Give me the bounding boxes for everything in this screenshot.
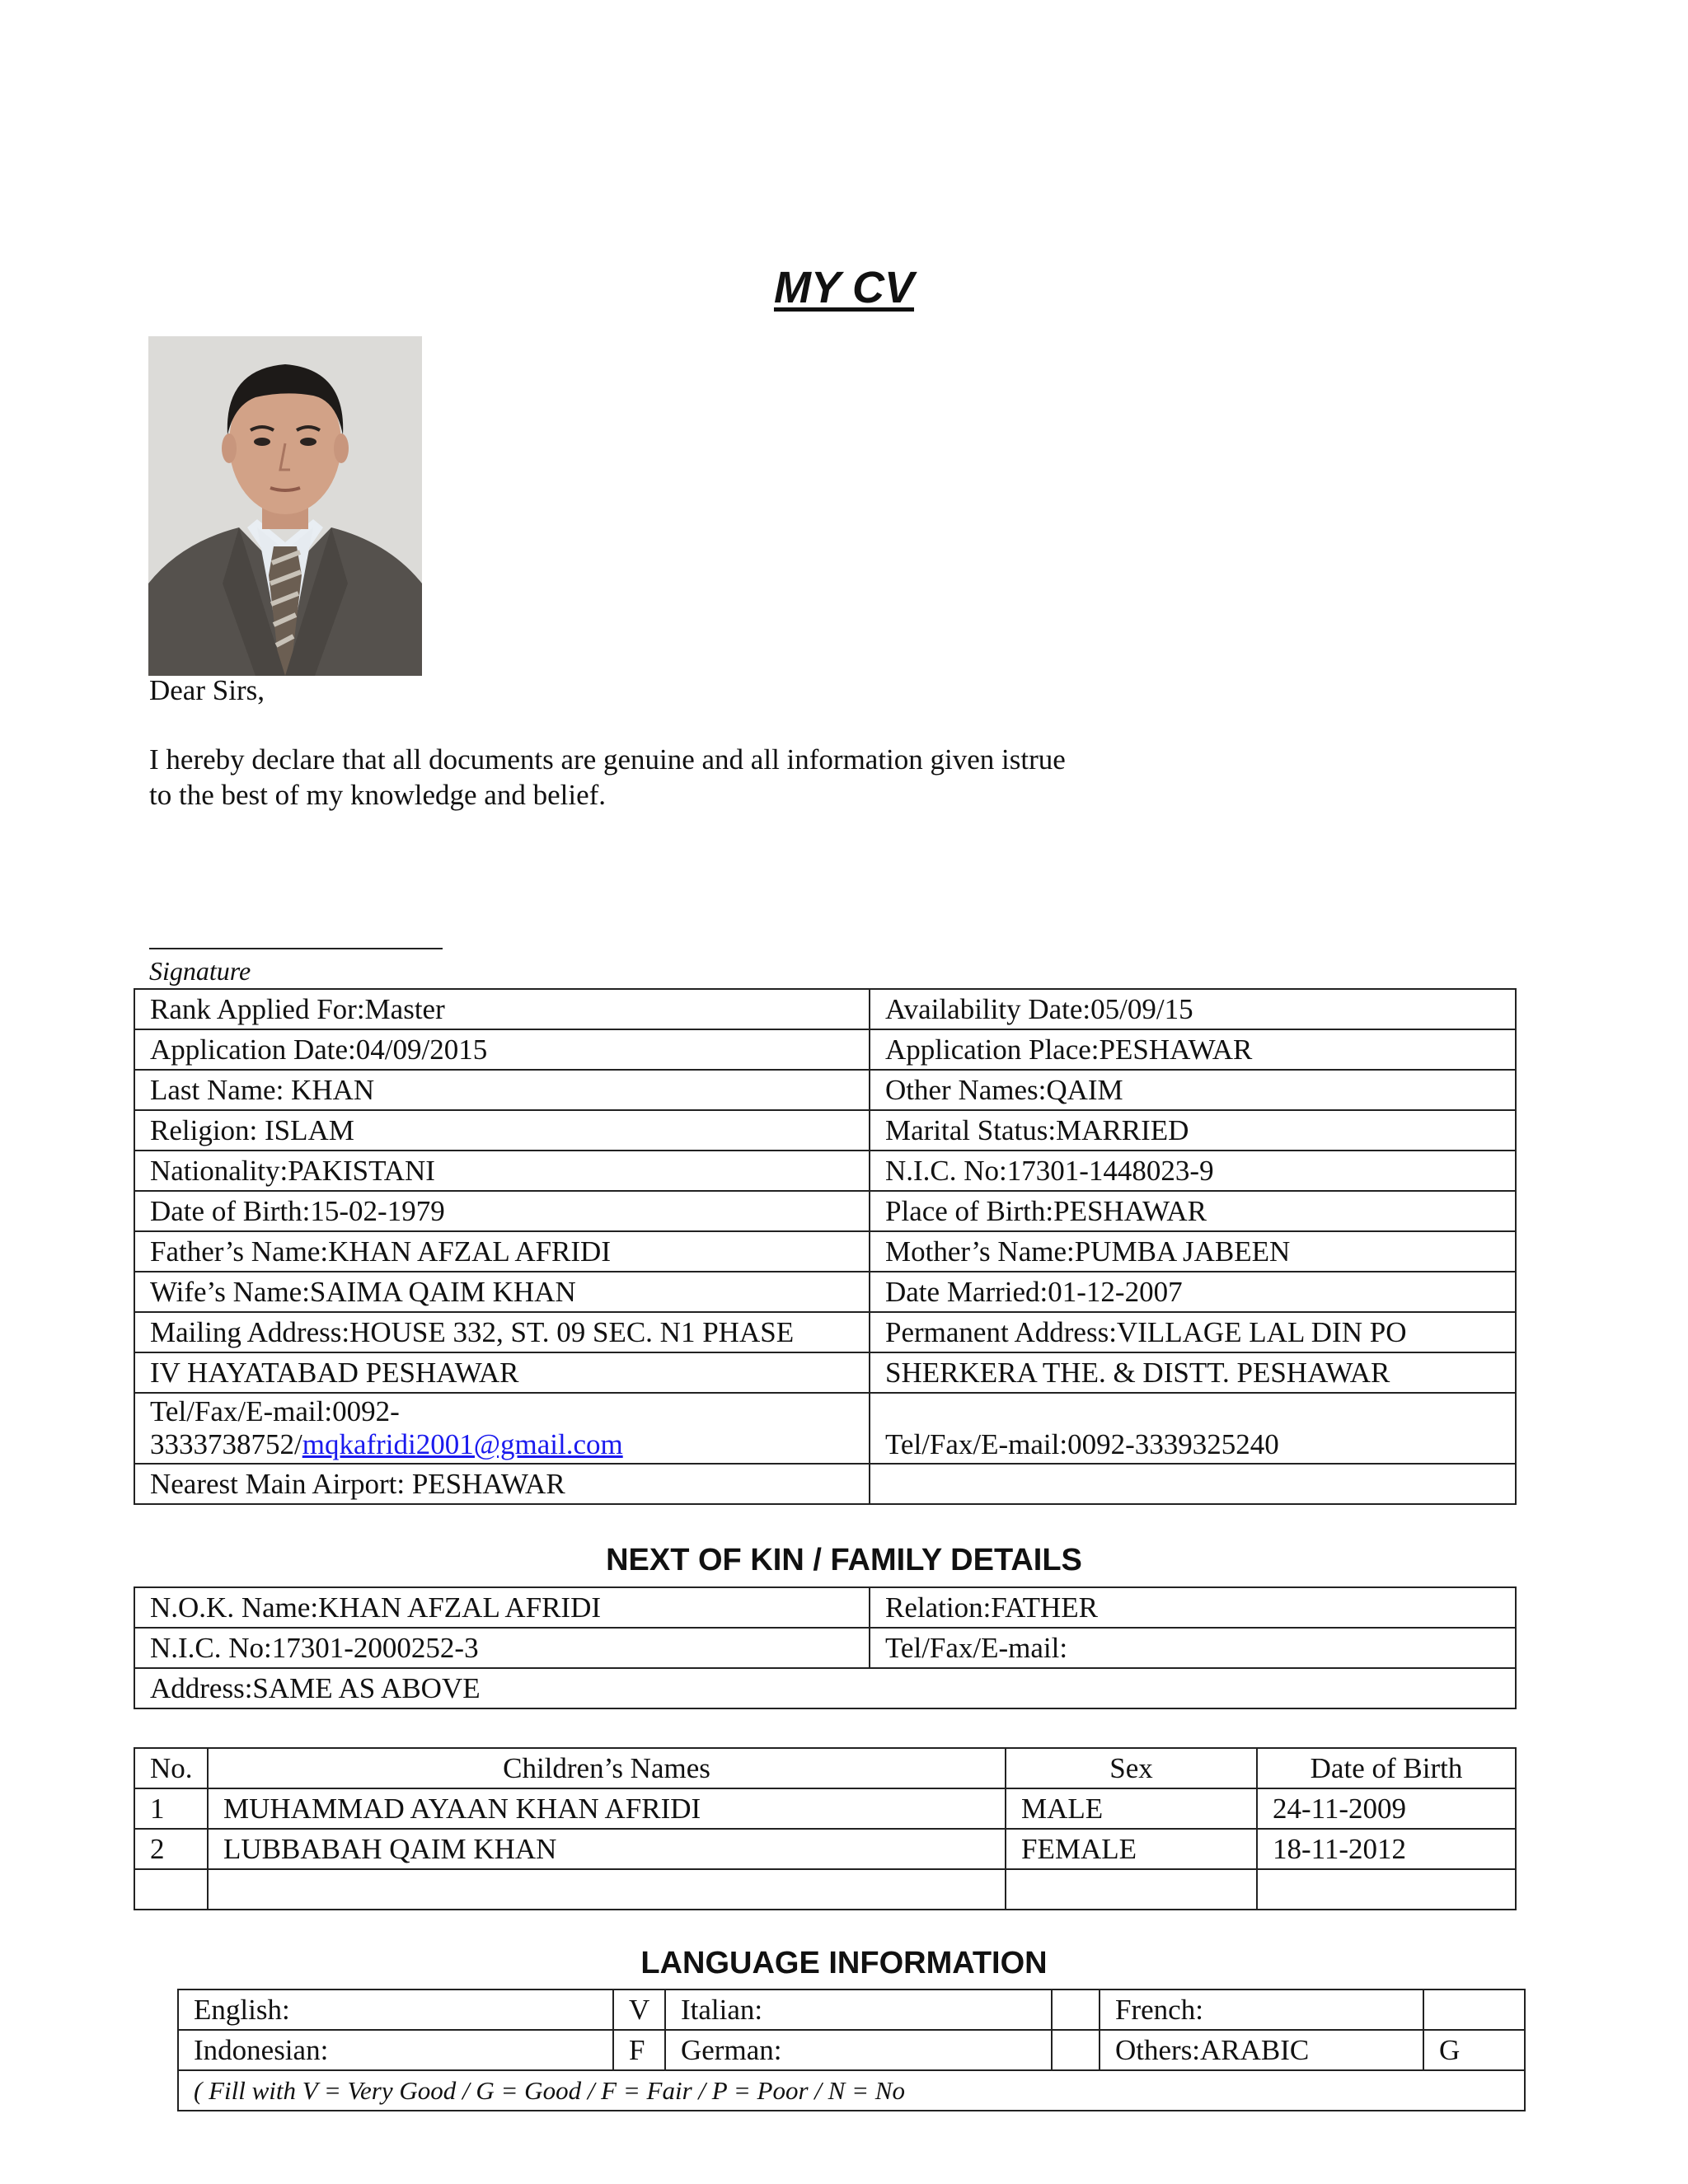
children-header-dob: Date of Birth bbox=[1257, 1748, 1516, 1788]
empty-cell bbox=[208, 1869, 1006, 1910]
children-table bbox=[134, 1747, 1517, 1910]
child-name: LUBBABAH QAIM KHAN bbox=[208, 1829, 1006, 1869]
contact-mailing-line-1: Tel/Fax/E-mail:0092- bbox=[150, 1395, 400, 1427]
language-table bbox=[177, 1989, 1526, 2111]
table-row bbox=[134, 1110, 1516, 1151]
table-row bbox=[134, 1393, 1516, 1464]
nok-tel: Tel/Fax/E-mail: bbox=[870, 1628, 1516, 1668]
permanent-address-line-2: SHERKERA THE. & DISTT. PESHAWAR bbox=[870, 1352, 1516, 1393]
permanent-address-line-1: Permanent Address:VILLAGE LAL DIN PO bbox=[870, 1312, 1516, 1352]
table-row bbox=[178, 2070, 1525, 2111]
language-legend: ( Fill with V = Very Good / G = Good / F = Fair / P = Poor / N = No bbox=[178, 2070, 1525, 2111]
children-header-name: Children’s Names bbox=[208, 1748, 1006, 1788]
nok-address: Address:SAME AS ABOVE bbox=[134, 1668, 1516, 1708]
child-dob: 24-11-2009 bbox=[1257, 1788, 1516, 1829]
table-row bbox=[134, 1029, 1516, 1070]
fathers-name: Father’s Name:KHAN AFZAL AFRIDI bbox=[134, 1231, 870, 1272]
contact-permanent: Tel/Fax/E-mail:0092-3339325240 bbox=[870, 1393, 1516, 1464]
language-english-level: V bbox=[613, 1990, 665, 2030]
declaration-line-1: I hereby declare that all documents are genuine and all information given istrue bbox=[149, 743, 1066, 776]
availability-date: Availability Date:05/09/15 bbox=[870, 989, 1516, 1029]
table-row bbox=[134, 1829, 1516, 1869]
table-row bbox=[134, 989, 1516, 1029]
empty-cell bbox=[1257, 1869, 1516, 1910]
language-french-level bbox=[1423, 1990, 1525, 2030]
religion: Religion: ISLAM bbox=[134, 1110, 870, 1151]
table-row bbox=[134, 1231, 1516, 1272]
contact-mailing bbox=[134, 1393, 870, 1464]
date-married: Date Married:01-12-2007 bbox=[870, 1272, 1516, 1312]
table-row bbox=[134, 1464, 1516, 1504]
declaration-text bbox=[149, 742, 1204, 813]
contact-mailing-phone: 3333738752/ bbox=[150, 1428, 302, 1460]
child-sex: MALE bbox=[1006, 1788, 1257, 1829]
other-names: Other Names:QAIM bbox=[870, 1070, 1516, 1110]
language-italian: Italian: bbox=[665, 1990, 1052, 2030]
language-others: Others:ARABIC bbox=[1100, 2030, 1423, 2070]
table-header-row bbox=[134, 1748, 1516, 1788]
children-header-no: No. bbox=[134, 1748, 208, 1788]
child-sex: FEMALE bbox=[1006, 1829, 1257, 1869]
empty-cell bbox=[870, 1464, 1516, 1504]
table-row bbox=[134, 1191, 1516, 1231]
signature-label: Signature bbox=[149, 956, 251, 986]
child-name: MUHAMMAD AYAAN KHAN AFRIDI bbox=[208, 1788, 1006, 1829]
table-row bbox=[134, 1272, 1516, 1312]
table-row bbox=[134, 1628, 1516, 1668]
date-of-birth: Date of Birth:15-02-1979 bbox=[134, 1191, 870, 1231]
table-row bbox=[134, 1352, 1516, 1393]
table-row bbox=[134, 1788, 1516, 1829]
declaration-line-2: to the best of my knowledge and belief. bbox=[149, 779, 607, 811]
nok-name: N.O.K. Name:KHAN AFZAL AFRIDI bbox=[134, 1587, 870, 1628]
children-header-sex: Sex bbox=[1006, 1748, 1257, 1788]
mothers-name: Mother’s Name:PUMBA JABEEN bbox=[870, 1231, 1516, 1272]
rank-applied: Rank Applied For:Master bbox=[134, 989, 870, 1029]
mailing-address-line-1: Mailing Address:HOUSE 332, ST. 09 SEC. N1 PHASE bbox=[134, 1312, 870, 1352]
empty-cell bbox=[1006, 1869, 1257, 1910]
profile-photo bbox=[148, 336, 422, 676]
wifes-name: Wife’s Name:SAIMA QAIM KHAN bbox=[134, 1272, 870, 1312]
table-row bbox=[178, 2030, 1525, 2070]
child-no: 2 bbox=[134, 1829, 208, 1869]
language-italian-level bbox=[1052, 1990, 1100, 2030]
personal-details-table bbox=[134, 988, 1517, 1505]
language-english: English: bbox=[178, 1990, 613, 2030]
table-row bbox=[134, 1312, 1516, 1352]
table-row bbox=[134, 1151, 1516, 1191]
table-row bbox=[134, 1587, 1516, 1628]
application-place: Application Place:PESHAWAR bbox=[870, 1029, 1516, 1070]
salutation: Dear Sirs, bbox=[149, 674, 265, 706]
child-dob: 18-11-2012 bbox=[1257, 1829, 1516, 1869]
table-row bbox=[178, 1990, 1525, 2030]
table-row bbox=[134, 1668, 1516, 1708]
empty-cell bbox=[134, 1869, 208, 1910]
language-indonesian-level: F bbox=[613, 2030, 665, 2070]
signature-line bbox=[149, 948, 443, 949]
nok-nic: N.I.C. No:17301-2000252-3 bbox=[134, 1628, 870, 1668]
language-german-level bbox=[1052, 2030, 1100, 2070]
next-of-kin-table bbox=[134, 1586, 1517, 1709]
table-row bbox=[134, 1070, 1516, 1110]
mailing-address-line-2: IV HAYATABAD PESHAWAR bbox=[134, 1352, 870, 1393]
nearest-airport: Nearest Main Airport: PESHAWAR bbox=[134, 1464, 870, 1504]
nok-relation: Relation:FATHER bbox=[870, 1587, 1516, 1628]
marital-status: Marital Status:MARRIED bbox=[870, 1110, 1516, 1151]
next-of-kin-heading: NEXT OF KIN / FAMILY DETAILS bbox=[606, 1543, 1082, 1577]
language-german: German: bbox=[665, 2030, 1052, 2070]
nic-number: N.I.C. No:17301-1448023-9 bbox=[870, 1151, 1516, 1191]
table-row bbox=[134, 1869, 1516, 1910]
last-name: Last Name: KHAN bbox=[134, 1070, 870, 1110]
language-heading: LANGUAGE INFORMATION bbox=[640, 1946, 1048, 1980]
email-link[interactable]: mqkafridi2001@gmail.com bbox=[302, 1428, 623, 1460]
child-no: 1 bbox=[134, 1788, 208, 1829]
language-others-level: G bbox=[1423, 2030, 1525, 2070]
page-title: MY CV bbox=[773, 263, 915, 312]
nationality: Nationality:PAKISTANI bbox=[134, 1151, 870, 1191]
application-date: Application Date:04/09/2015 bbox=[134, 1029, 870, 1070]
language-indonesian: Indonesian: bbox=[178, 2030, 613, 2070]
place-of-birth: Place of Birth:PESHAWAR bbox=[870, 1191, 1516, 1231]
language-french: French: bbox=[1100, 1990, 1423, 2030]
